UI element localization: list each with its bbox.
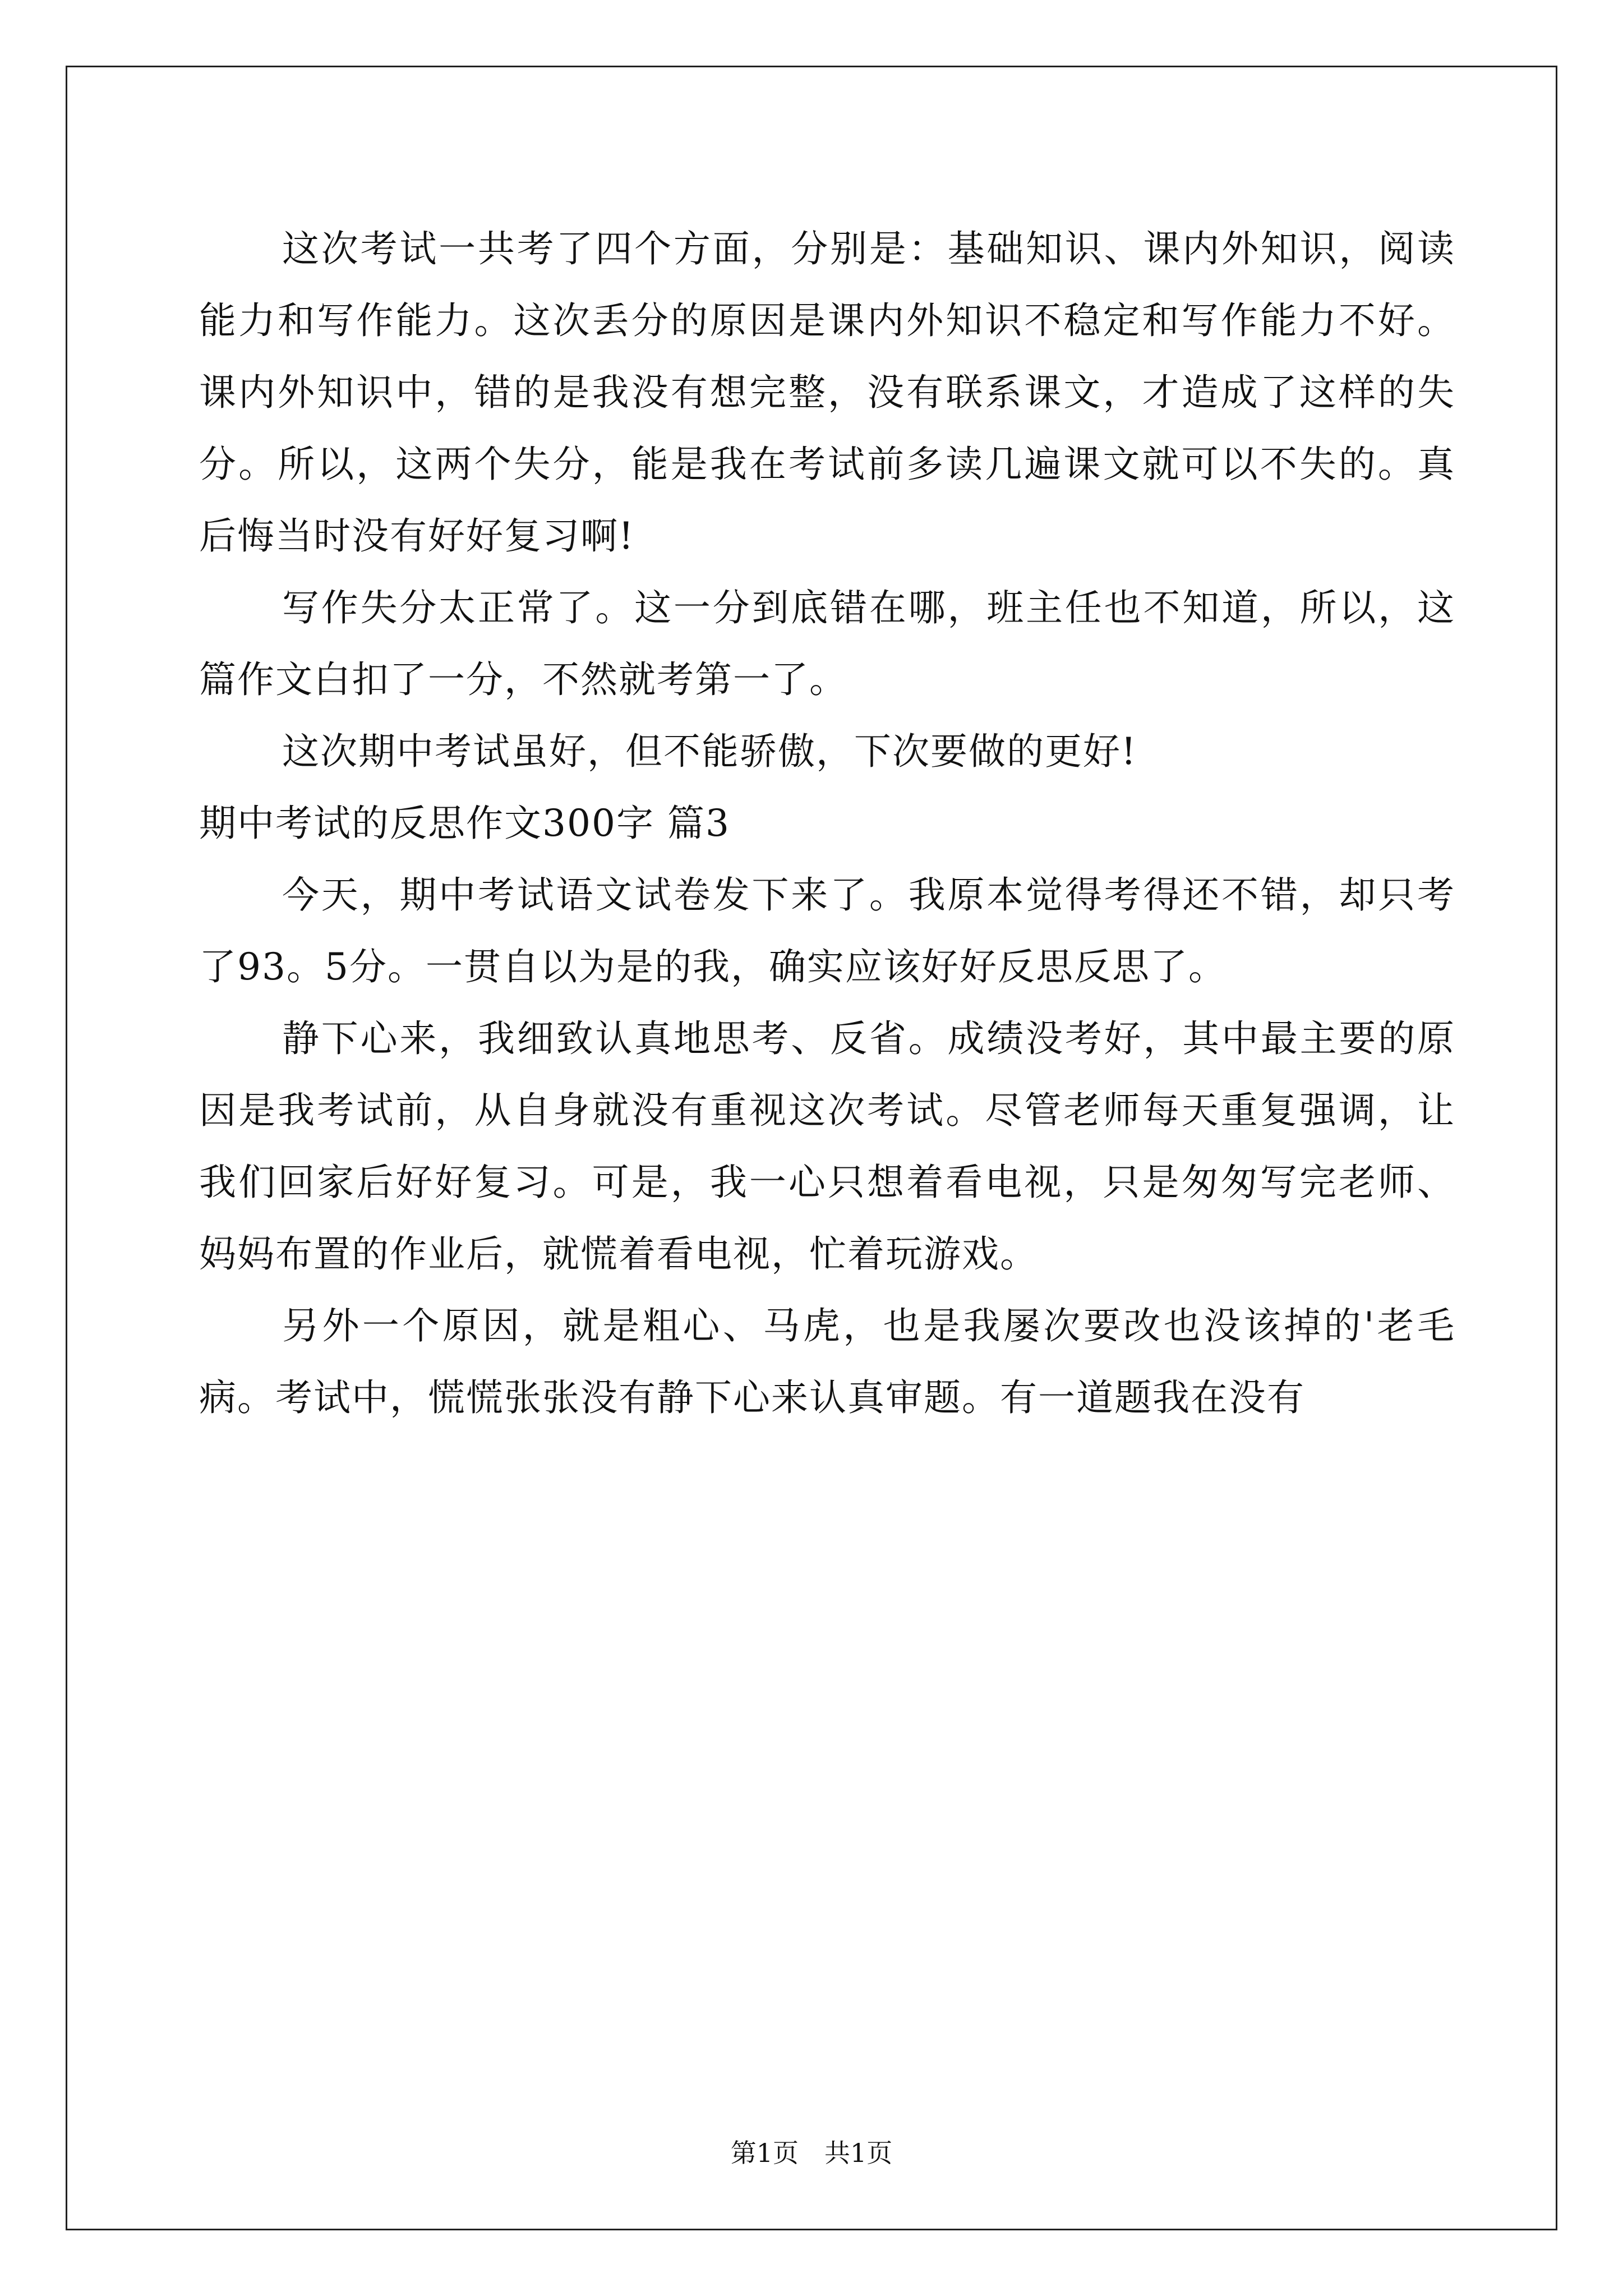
paragraph-reflection: 静下心来，我细致认真地思考、反省。成绩没考好，其中最主要的原因是我考试前，从自身就没有重视这次考试。尽管老师每天重复强调，让我们回家后好好复习。可是，我一心只想着看电视，只是匆匆写完老师、妈妈布置的作业后，就慌着看电视，忙着玩游戏。	[199, 1017, 1455, 1276]
document-body	[199, 213, 1455, 1434]
paragraph-careless: 另外一个原因，就是粗心、马虎，也是我屡次要改也没该掉的'老毛病。考试中，慌慌张张没有静下心来认真审题。有一道题我在没有	[199, 1304, 1455, 1419]
page-number-footer: 第1页 共1页	[730, 2138, 893, 2168]
paragraph-writing-loss: 写作失分太正常了。这一分到底错在哪，班主任也不知道，所以，这篇作文白扣了一分，不然就考第一了。	[199, 586, 1455, 701]
paragraph-exam-aspects: 这次考试一共考了四个方面，分别是：基础知识、课内外知识，阅读能力和写作能力。这次丢分的原因是课内外知识不稳定和写作能力不好。课内外知识中，错的是我没有想完整，没有联系课文，才造成了这样的失分。所以，这两个失分，能是我在考试前多读几遍课文就可以不失的。真后悔当时没有好好复习啊!	[199, 227, 1455, 558]
paragraph-do-better: 这次期中考试虽好，但不能骄傲，下次要做的更好!	[282, 730, 1137, 773]
section-heading: 期中考试的反思作文300字 篇3	[199, 802, 730, 845]
paragraph-exam-returned: 今天，期中考试语文试卷发下来了。我原本觉得考得还不错，却只考了93。5分。一贯自以为是的我，确实应该好好反思反思了。	[199, 873, 1455, 988]
